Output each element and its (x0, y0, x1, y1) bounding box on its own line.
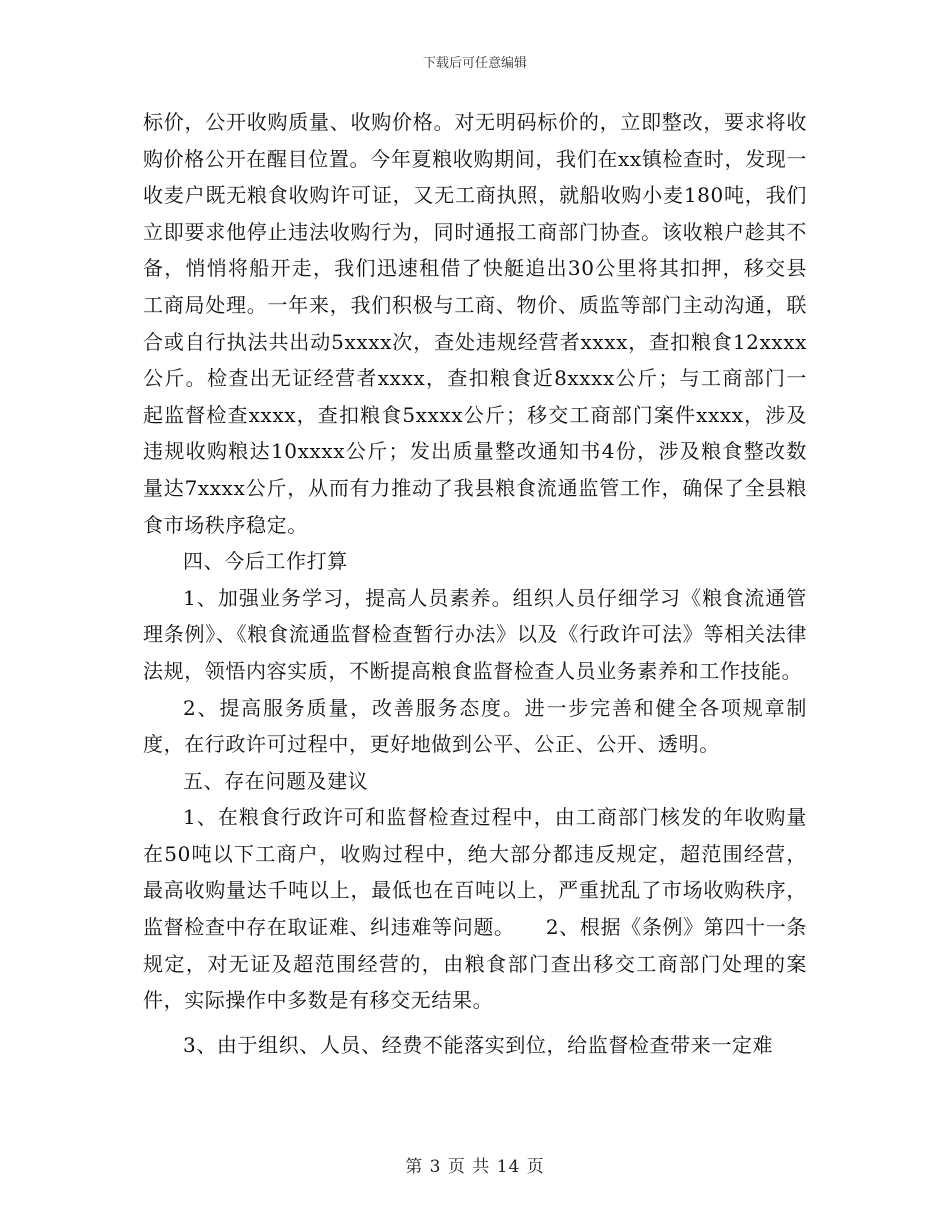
document-body (143, 104, 807, 1063)
paragraph-plan-study: 1、加强业务学习，提高人员素养。组织人员仔细学习《粮食流通管理条例》、《粮食流通监督检查暂行办法》以及《行政许可法》等相关法律法规，领悟内容实质，不断提高粮食监督检查人员业务素养和工作技能。 (143, 585, 807, 683)
section-heading-future-plans: 四、今后工作打算 (183, 549, 348, 574)
section-heading-problems: 五、存在问题及建议 (183, 768, 369, 793)
page-header-note: 下载后可任意编辑 (422, 56, 527, 71)
page-number: 第 3 页 共 14 页 (405, 1157, 545, 1177)
paragraph-enforcement-summary: 标价，公开收购质量、收购价格。对无明码标价的，立即整改，要求将收购价格公开在醒目位置。今年夏粮收购期间，我们在xx镇检查时，发现一收麦户既无粮食收购许可证，又无工商执照，就船收购小麦180吨，我们立即要求他停止违法收购行为，同时通报工商部门协查。该收粮户趁其不备，悄悄将船开走，我们迅速租借了快艇追出30公里将其扣押，移交县工商局处理。一年来，我们积极与工商、物价、质监等部门主动沟通，联合或自行执法共出动5xxxx次，查处违规经营者xxxx，查扣粮食12xxxx公斤。检查出无证经营者xxxx，查扣粮食近8xxxx公斤；与工商部门一起监督检查xxxx，查扣粮食5xxxx公斤；移交工商部门案件xxxx，涉及违规收购粮达10xxxx公斤；发出质量整改通知书4份，涉及粮食整改数量达7xxxx公斤，从而有力推动了我县粮食流通监管工作，确保了全县粮食市场秩序稳定。 (143, 110, 807, 537)
paragraph-plan-service: 2、提高服务质量，改善服务态度。进一步完善和健全各项规章制度，在行政许可过程中，更好地做到公平、公正、公开、透明。 (143, 695, 807, 757)
paragraph-problem-licensing: 1、在粮食行政许可和监督检查过程中，由工商部门核发的年收购量在50吨以下工商户，收购过程中，绝大部分都违反规定，超范围经营，最高收购量达千吨以上，最低也在百吨以上，严重扰乱了市场收购秩序，监督检查中存在取证难、纠违难等问题。 2、根据《条例》第四十一条规定，对无证及超范围经营的，由粮食部门查出移交工商部门处理的案件，实际操作中多数是有移交无结果。 (143, 805, 807, 1013)
paragraph-problem-resources: 3、由于组织、人员、经费不能落实到位，给监督检查带来一定难 (183, 1032, 774, 1057)
